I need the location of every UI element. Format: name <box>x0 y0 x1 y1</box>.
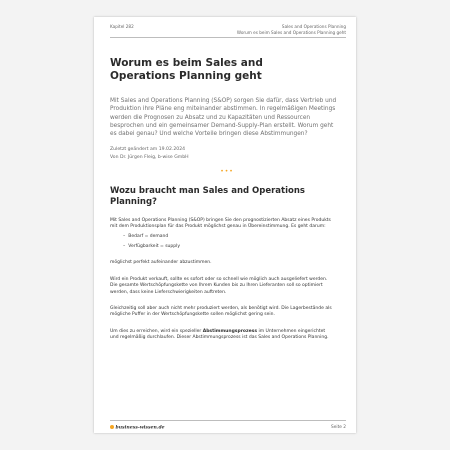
header-chapter: Kapitel 282 <box>110 24 134 29</box>
page-header <box>110 23 346 38</box>
logo-dot-icon <box>110 425 114 429</box>
paragraph-5-post: im Unternehmen eingerichtet und regelmäßig durchlaufen. Dieser Abstimmungsprozess ist das Sales and Operations Planning. <box>110 328 329 341</box>
page-title: Worum es beim Sales and Operations Planning geht <box>110 57 263 82</box>
updated-date: Zuletzt geändert am 19.02.2024 <box>110 147 186 153</box>
author-line: Von Dr. Jürgen Fleig, b-wise GmbH <box>110 154 189 160</box>
business-wissen-logo <box>110 425 165 431</box>
paragraph-5 <box>110 329 335 342</box>
page-number: Seite 2 <box>331 425 346 430</box>
header-right-line1: Sales and Operations Planning <box>281 24 346 29</box>
paragraph-4: Gleichzeitig soll aber auch nicht mehr produziert werden, als benötigt wird. Die Lagerbestände als mögliche Puffer in der Wertschöpfungskette sollen möglichst gering sein. <box>110 305 332 318</box>
page-content <box>110 57 344 342</box>
paragraph-1: Mit Sales and Operations Planning (S&OP) bringen Sie den prognostizierten Absatz eines Produkts mit dem Produktionsplan für das Produkt möglichst genau in Übereinstimmung. Es geht darum: <box>110 218 331 230</box>
section-heading: Wozu braucht man Sales and Operations Planning? <box>110 186 305 208</box>
header-titles <box>237 24 346 36</box>
paragraph-5-pre: Um dies zu erreichen, wird ein spezieller <box>110 328 203 334</box>
paragraph-3: Wird ein Produkt verkauft, sollte es sofort oder so schnell wie möglich auch ausgeliefert werden. Die gesamte Wertschöpfungskette von Ihrem Kunden bis zu Ihren Lieferanten soll so optimiert werden, dass keine Lieferschwierigkeiten auftreten. <box>110 276 328 295</box>
paragraph-2: möglichst perfekt aufeinander abzustimmen. <box>110 260 212 266</box>
page-footer <box>110 420 346 431</box>
article-meta <box>110 146 344 161</box>
paragraph-5-bold: Abstimmungsprozess <box>202 328 258 334</box>
bullet-list <box>110 234 344 250</box>
header-right-line2: Worum es beim Sales and Operations Planning geht <box>236 29 346 35</box>
document-page <box>94 17 356 433</box>
section-separator: ••• <box>220 168 234 176</box>
intro-text: Mit Sales and Operations Planning (S&OP) sorgen Sie dafür, dass Vertrieb und Produktion ihre Pläne eng miteinander abstimmen. In regelmäßigen Meetings werden die Prognosen zu Absatz und zu Kapazitäten und Ressourcen besprochen und ein gemeinsamer Demand-Supply-Plan erstellt. Worum geht es dabei genau? Und welche Vorteile bringen diese Abstimmungen? <box>110 98 337 138</box>
logo-text: business-wissen.de <box>115 425 165 431</box>
bullet-item: – Verfügbarkeit = supply <box>123 244 344 250</box>
bullet-item: – Bedarf = demand <box>123 234 344 240</box>
